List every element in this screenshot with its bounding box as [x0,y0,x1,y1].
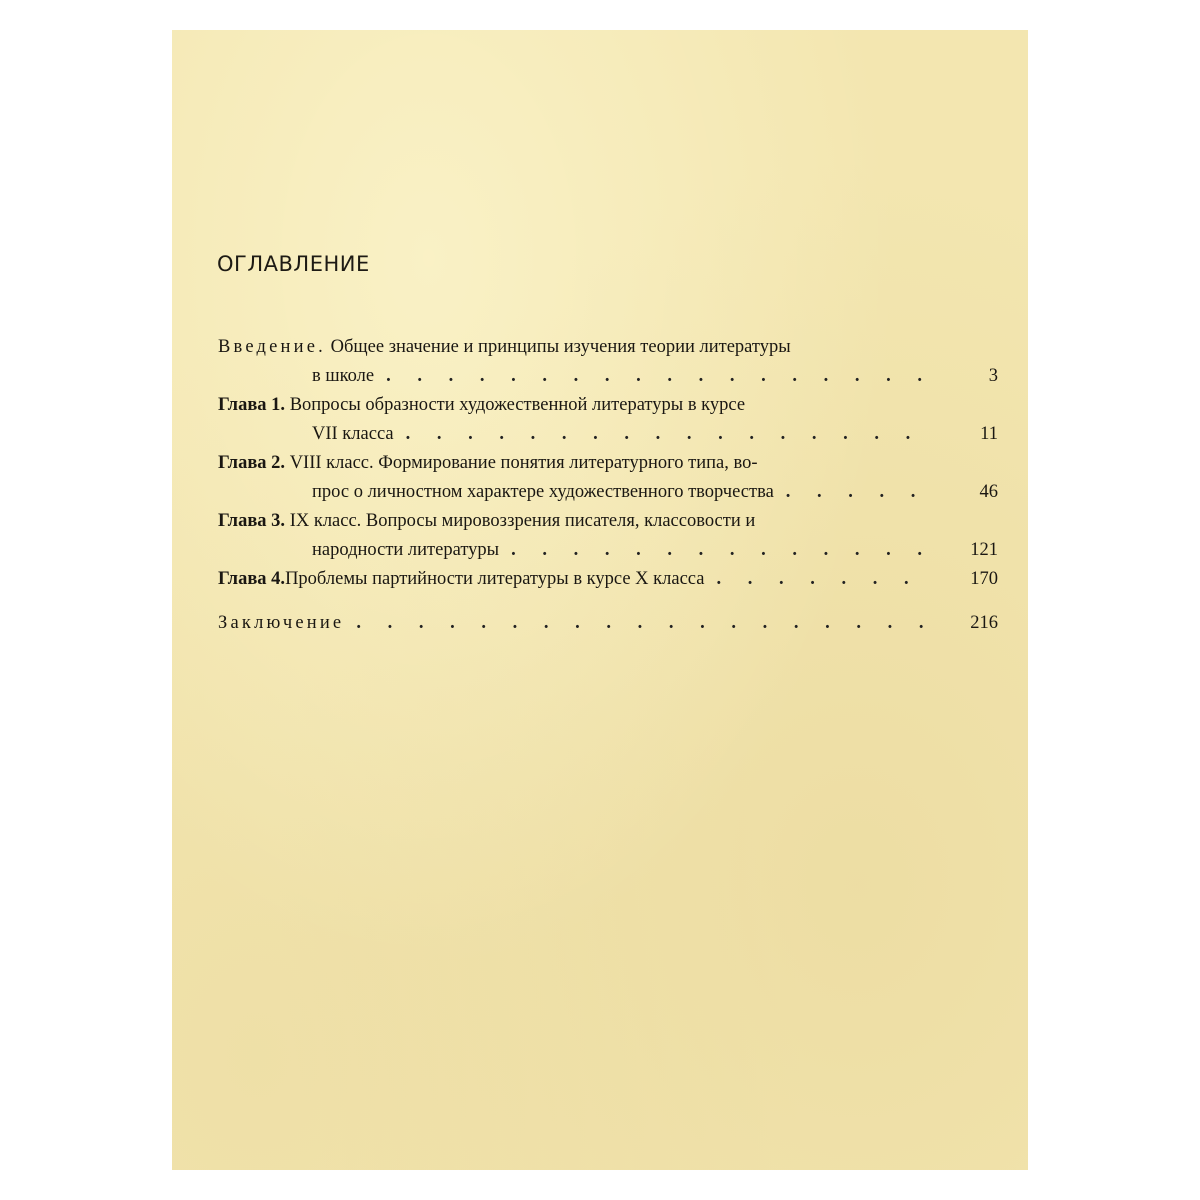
toc-title: IX класс. Вопросы мировоззрения писателя, классовости и [285,511,756,531]
toc-page-number: 170 [970,569,998,589]
dot-leader [716,565,936,594]
toc-entry-chapter-4 [218,565,998,594]
toc-page-number: 3 [988,366,998,386]
dot-leader [406,420,936,449]
toc-page-number: 216 [970,613,998,633]
toc-entry-conclusion [218,609,998,638]
toc-entry-introduction [218,333,998,391]
toc-label: Глава 4. [218,569,286,589]
toc-label: Заключение [218,613,345,633]
toc-label: Глава 3. [218,511,286,531]
toc-entry-chapter-1 [218,391,998,449]
toc-title: Общее значение и принципы изучения теории литературы [326,337,791,357]
toc-title: Проблемы партийности литературы в курсе X класса [285,569,705,589]
toc-title-continued: народности литературы [312,540,500,560]
toc-entry-chapter-3 [218,507,998,565]
toc-label: Глава 1. [218,395,286,415]
toc-title: Вопросы образности художественной литературы в курсе [285,395,746,415]
toc-title: VIII класс. Формирование понятия литературного типа, во- [285,453,758,473]
toc-page-number: 46 [979,482,998,502]
page-title: ОГЛАВЛЕНИЕ [217,252,370,276]
toc-page-number: 121 [970,540,998,560]
toc-label: Глава 2. [218,453,286,473]
dot-leader [356,609,936,638]
toc-page-number: 11 [980,424,998,444]
toc-title-continued: прос о личностном характере художественного творчества [312,482,774,502]
dot-leader [511,536,936,565]
toc-title-continued: VII класса [312,424,394,444]
toc-title-continued: в школе [312,366,375,386]
dot-leader [386,362,936,391]
toc-entry-chapter-2 [218,449,998,507]
toc-label: Введение. [218,337,326,357]
book-page [172,30,1028,1170]
dot-leader [786,478,936,507]
table-of-contents [218,333,998,638]
